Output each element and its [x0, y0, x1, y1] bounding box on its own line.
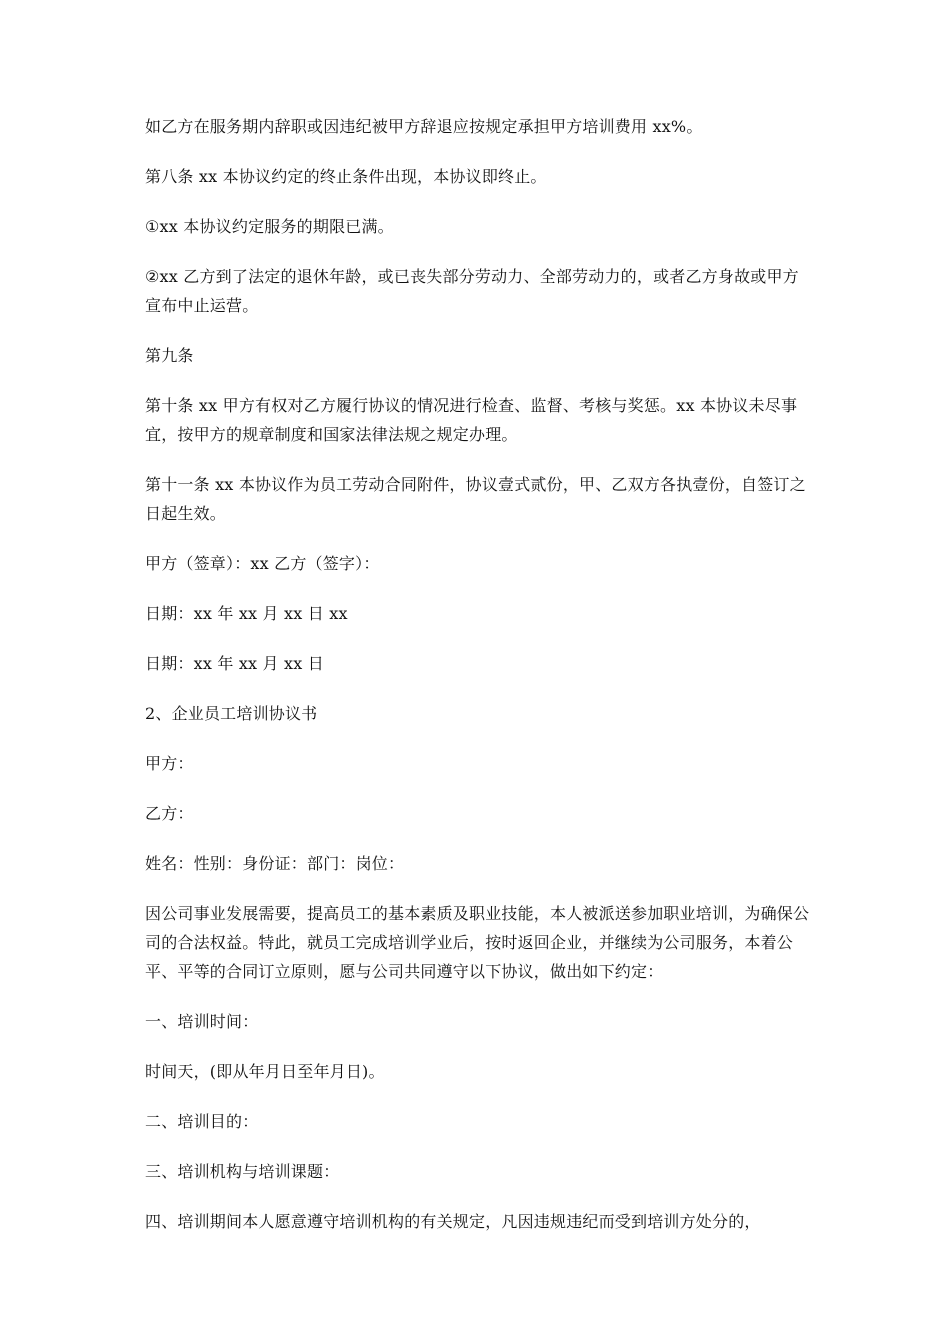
party-b-line: 乙方： — [145, 804, 194, 823]
paragraph-article-10: 第十条 xx 甲方有权对乙方履行协议的情况进行检查、监督、考核与奖惩。xx 本协议未尽事宜，按甲方的规章制度和国家法律法规之规定办理。 — [145, 396, 798, 444]
section-title-training-agreement: 2、企业员工培训协议书 — [145, 704, 318, 723]
heading-training-time: 一、培训时间： — [145, 1012, 259, 1031]
date-line-1: 日期：xx 年 xx 月 xx 日 xx — [145, 604, 348, 623]
party-a-line: 甲方： — [145, 754, 194, 773]
paragraph-article-11: 第十一条 xx 本协议作为员工劳动合同附件，协议壹式贰份，甲、乙双方各执壹份，自签订之日起生效。 — [145, 475, 806, 523]
paragraph-training-rules: 四、培训期间本人愿意遵守培训机构的有关规定，凡因违规违纪而受到培训方处分的， — [145, 1212, 761, 1231]
paragraph-term-expired: ①xx 本协议约定服务的期限已满。 — [145, 217, 394, 236]
document-body — [145, 112, 810, 1257]
date-line-2: 日期：xx 年 xx 月 xx 日 — [145, 654, 324, 673]
heading-training-purpose: 二、培训目的： — [145, 1112, 259, 1131]
paragraph-retirement-or-termination: ②xx 乙方到了法定的退休年龄，或已丧失部分劳动力、全部劳动力的，或者乙方身故或甲方宣布中止运营。 — [145, 267, 799, 315]
paragraph-article-8: 第八条 xx 本协议约定的终止条件出现，本协议即终止。 — [145, 167, 547, 186]
training-time-detail: 时间天，(即从年月日至年月日)。 — [145, 1062, 385, 1081]
heading-training-institution: 三、培训机构与培训课题： — [145, 1162, 340, 1181]
paragraph-resignation-fee: 如乙方在服务期内辞职或因违纪被甲方辞退应按规定承担甲方培训费用 xx%。 — [145, 117, 703, 136]
employee-info-line: 姓名：性别：身份证：部门：岗位： — [145, 854, 405, 873]
paragraph-preamble: 因公司事业发展需要，提高员工的基本素质及职业技能，本人被派送参加职业培训，为确保公司的合法权益。特此，就员工完成培训学业后，按时返回企业，并继续为公司服务，本着公平、平等的合同订立原则，愿与公司共同遵守以下协议，做出如下约定： — [145, 904, 810, 981]
paragraph-article-9: 第九条 — [145, 346, 194, 365]
signature-line: 甲方（签章）：xx 乙方（签字）： — [145, 554, 380, 573]
